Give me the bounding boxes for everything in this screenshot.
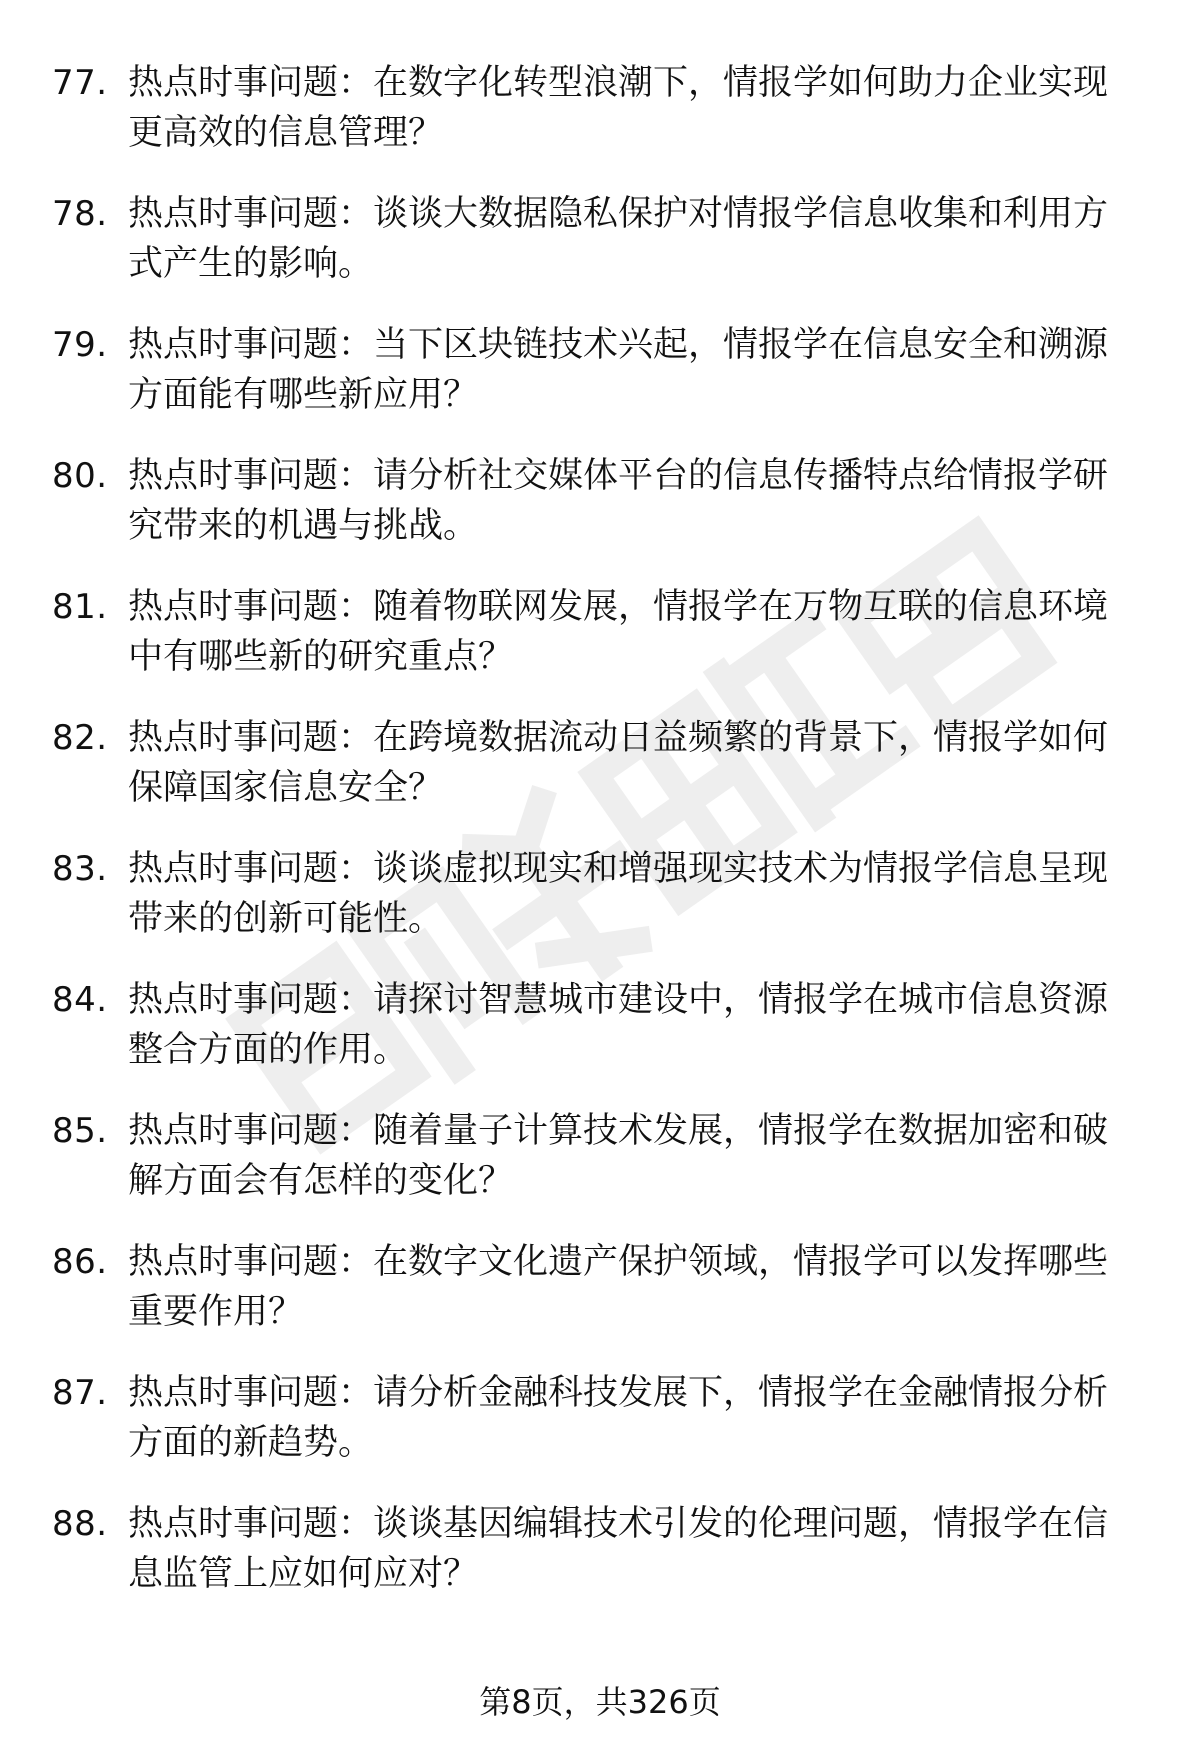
question-item <box>0 975 1200 1106</box>
question-number: 83. <box>52 849 108 889</box>
question-item <box>0 189 1200 320</box>
question-number: 78. <box>52 194 108 234</box>
question-text: 热点时事问题：在跨境数据流动日益频繁的背景下，情报学如何保障国家信息安全？ <box>128 718 1109 808</box>
question-list <box>0 58 1200 1630</box>
question-item <box>0 1499 1200 1630</box>
question-number: 86. <box>52 1242 108 1282</box>
question-text: 热点时事问题：随着物联网发展，情报学在万物互联的信息环境中有哪些新的研究重点？ <box>128 587 1109 677</box>
question-text: 热点时事问题：请探讨智慧城市建设中，情报学在城市信息资源整合方面的作用。 <box>128 980 1109 1070</box>
question-number: 82. <box>52 718 108 758</box>
question-number: 80. <box>52 456 108 496</box>
question-number: 77. <box>52 63 108 103</box>
question-item <box>0 1106 1200 1237</box>
question-number: 81. <box>52 587 108 627</box>
question-number: 87. <box>52 1373 108 1413</box>
question-item <box>0 1237 1200 1368</box>
page-footer: 第8页，共326页 <box>479 1683 721 1721</box>
question-text: 热点时事问题：谈谈基因编辑技术引发的伦理问题，情报学在信息监管上应如何应对？ <box>128 1504 1109 1594</box>
question-item <box>0 451 1200 582</box>
question-item <box>0 320 1200 451</box>
question-number: 79. <box>52 325 108 365</box>
question-text: 热点时事问题：谈谈虚拟现实和增强现实技术为情报学信息呈现带来的创新可能性。 <box>128 849 1109 939</box>
question-item <box>0 582 1200 713</box>
question-text: 热点时事问题：随着量子计算技术发展，情报学在数据加密和破解方面会有怎样的变化？ <box>128 1111 1109 1201</box>
question-number: 84. <box>52 980 108 1020</box>
question-item <box>0 844 1200 975</box>
question-text: 热点时事问题：在数字化转型浪潮下，情报学如何助力企业实现更高效的信息管理？ <box>128 63 1109 153</box>
question-number: 85. <box>52 1111 108 1151</box>
question-text: 热点时事问题：请分析金融科技发展下，情报学在金融情报分析方面的新趋势。 <box>128 1373 1109 1463</box>
question-text: 热点时事问题：在数字文化遗产保护领域，情报学可以发挥哪些重要作用？ <box>128 1242 1109 1332</box>
question-item <box>0 713 1200 844</box>
question-text: 热点时事问题：谈谈大数据隐私保护对情报学信息收集和利用方式产生的影响。 <box>128 194 1109 284</box>
question-item <box>0 1368 1200 1499</box>
question-text: 热点时事问题：请分析社交媒体平台的信息传播特点给情报学研究带来的机遇与挑战。 <box>128 456 1109 546</box>
question-item <box>0 58 1200 189</box>
question-number: 88. <box>52 1504 108 1544</box>
question-text: 热点时事问题：当下区块链技术兴起，情报学在信息安全和溯源方面能有哪些新应用？ <box>128 325 1109 415</box>
